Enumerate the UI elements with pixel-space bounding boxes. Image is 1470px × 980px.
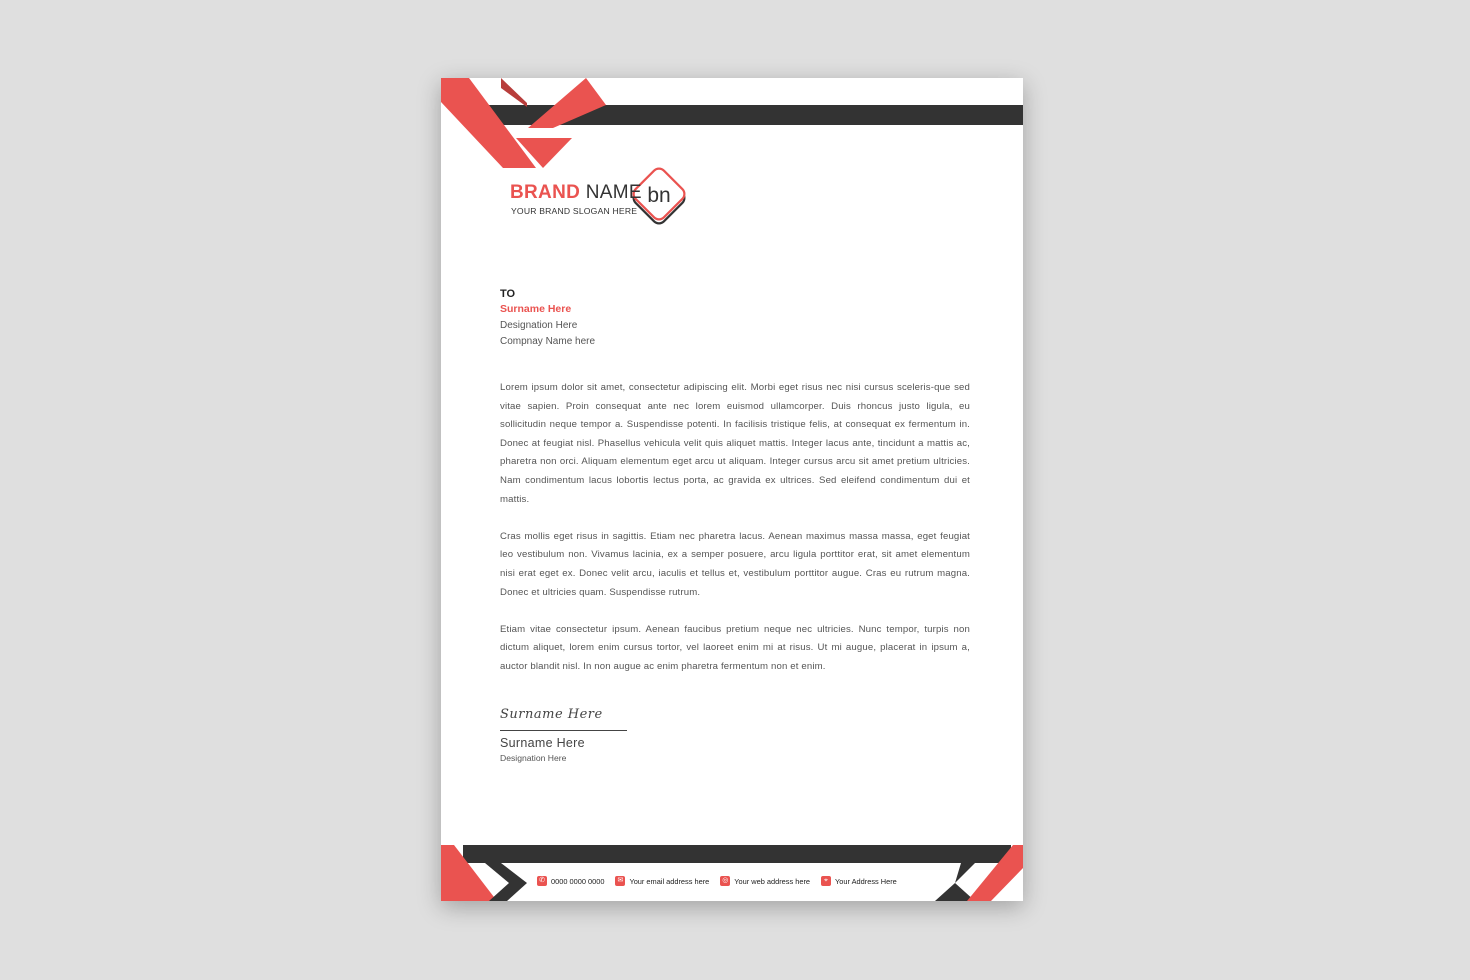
email-icon: ✉ — [615, 876, 625, 886]
signature-line — [500, 730, 627, 731]
footer-contacts — [537, 874, 937, 888]
signature-name: Surname Here — [500, 736, 585, 750]
to-label: TO — [500, 288, 516, 300]
contact-phone — [537, 876, 604, 886]
letter-body — [500, 379, 970, 695]
recipient-designation: Designation Here — [500, 320, 578, 331]
signature-block — [500, 704, 630, 763]
logo-letters: bn — [647, 184, 671, 207]
contact-web-text: Your web address here — [734, 876, 811, 886]
location-icon: ⌖ — [821, 876, 831, 886]
web-icon: ◎ — [722, 877, 729, 884]
body-paragraph: Lorem ipsum dolor sit amet, consectetur adipiscing elit. Morbi eget risus nec nisi cursus sceleris-que sed vitae sapien. Proin consequat ante nec lorem euismod ullamcorper. Duis rhoncus justo ligula, eu sollicitudin neque tempor a. Suspendisse potenti. In facilisis tristique felis, at consequat ex fermentum in. Donec at feugiat nisl. Phasellus vehicula velit quis aliquet mattis. Integer lacus ante, tincidunt a mattis ac, pharetra non orci. Aliquam elementum eget arcu ut aliquam. Integer cursus arcu sit amet pretium ultricies. Nam condimentum lacus lobortis lectus porta, ac gravida ex ultrices. Sed eleifend condimentum dui et mattis. — [500, 382, 970, 505]
body-paragraph: Etiam vitae consectetur ipsum. Aenean faucibus pretium neque nec ultricies. Nunc tempor, turpis non dictum aliquet, lorem enim cursus tortor, vel laoreet enim mi at risus. Ut mi augue, placerat in ipsum a, auctor blandit nisl. In non augue ac enim pharetra fermentum non et enim. — [500, 623, 970, 672]
contact-email — [615, 876, 709, 886]
recipient-company: Compnay Name here — [500, 336, 596, 347]
signature-script: Surname Here — [500, 707, 603, 722]
brand-slogan: YOUR BRAND SLOGAN HERE — [511, 206, 638, 216]
letterhead-page — [441, 78, 1023, 901]
recipient-surname: Surname Here — [500, 303, 572, 315]
contact-web — [720, 876, 810, 886]
phone-icon: ✆ — [537, 876, 547, 886]
signature-designation: Designation Here — [500, 753, 567, 763]
brand-name — [510, 182, 642, 204]
contact-email-text: Your email address here — [629, 876, 710, 886]
brand-name-highlight: BRAND — [510, 182, 581, 203]
brand-name-rest: NAME — [585, 182, 642, 203]
contact-address — [821, 876, 897, 886]
contact-phone-text: 0000 0000 0000 — [551, 876, 605, 886]
recipient-block — [500, 286, 595, 350]
body-paragraph: Cras mollis eget risus in sagittis. Etiam nec pharetra lacus. Aenean maximus massa massa, eget feugiat leo vestibulum non. Vivamus lacinia, ex a semper posuere, arcu ligula porttitor erat, sit amet elementum nisi erat eget ex. Donec velit arcu, iaculis et tellus et, vestibulum porttitor augue. Cras eu rutrum magna. Donec et ultricies quam. Suspendisse rutrum. — [500, 530, 970, 598]
header-red-fold — [501, 78, 527, 107]
contact-address-text: Your Address Here — [835, 876, 897, 886]
footer-dark-chevron-right — [935, 863, 975, 901]
footer-dark-bar — [463, 845, 1011, 863]
